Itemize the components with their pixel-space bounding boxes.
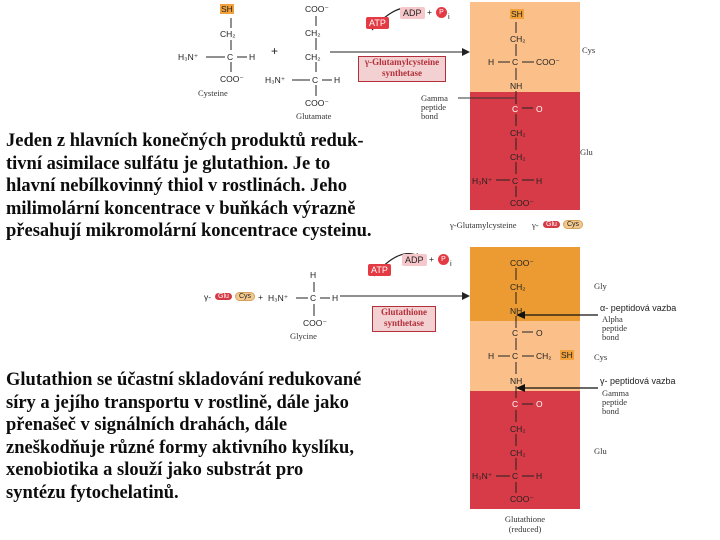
cysteine-coo: COO⁻ bbox=[220, 74, 244, 84]
p1-c: C bbox=[512, 57, 519, 67]
glutamate-h3n: H₃N⁺ bbox=[265, 75, 286, 85]
reaction2-pi-sub: i bbox=[450, 259, 452, 268]
reaction1-arrowhead bbox=[462, 48, 470, 56]
glycine-h3n: H₃N⁺ bbox=[268, 293, 289, 303]
glycine-h: H bbox=[332, 293, 339, 303]
reaction2-arrowhead bbox=[462, 292, 470, 300]
p2-ch2-sh: CH₂ bbox=[536, 351, 552, 361]
reaction2-plus2: + bbox=[429, 254, 434, 264]
reaction1-adp: ADP bbox=[400, 7, 425, 19]
cysteine-h3n: H₃N⁺ bbox=[178, 52, 199, 62]
p1-nh: NH bbox=[510, 81, 523, 91]
p2-gamma-bond-label: Gamma peptide bond bbox=[602, 388, 629, 416]
p2-cys-label: Cys bbox=[594, 352, 608, 362]
p2-line: syntézu fytochelatinů. bbox=[6, 482, 179, 503]
reaction1-plus: + bbox=[271, 44, 279, 58]
p1-cys-pill: Cys bbox=[563, 220, 583, 229]
glycine-c: C bbox=[310, 293, 317, 303]
p1-glu-pill: Glu bbox=[543, 221, 560, 228]
p2-name: Glutathione (reduced) bbox=[504, 514, 546, 534]
p1-coo2: COO⁻ bbox=[510, 198, 534, 208]
p2-h3n: H₃N⁺ bbox=[472, 471, 493, 481]
glutathione-synthetase: Glutathione synthetase bbox=[372, 306, 436, 332]
alpha-bond-annotation: α- peptidová vazba bbox=[600, 303, 677, 313]
p1-cys-label: Cys bbox=[582, 45, 596, 55]
p2-h4: H bbox=[536, 471, 543, 481]
glycine-name: Glycine bbox=[290, 331, 317, 341]
p2-nh: NH bbox=[510, 306, 523, 316]
p1-ch2a: CH₂ bbox=[510, 128, 526, 138]
p1-line: přesahují mikromolární koncentrace cysteinu. bbox=[6, 221, 372, 241]
reaction2-adp: ADP bbox=[402, 254, 427, 266]
p2-ch2: CH₂ bbox=[510, 282, 526, 292]
p1-h2: H bbox=[536, 176, 543, 186]
p2-c3: C bbox=[512, 399, 519, 409]
gamma-bond-annotation: γ- peptidová vazba bbox=[600, 376, 676, 386]
p2-o: O bbox=[536, 328, 543, 338]
reaction2-atp: ATP bbox=[368, 264, 391, 276]
glutamate-h: H bbox=[334, 75, 341, 85]
cysteine-ch2: CH₂ bbox=[220, 29, 236, 39]
glutamate-c: C bbox=[312, 75, 319, 85]
p1-coo: COO⁻ bbox=[536, 57, 560, 67]
r2-plus: + bbox=[258, 292, 263, 302]
p2-o3: O bbox=[536, 399, 543, 409]
p1-name: γ-Glutamylcysteine bbox=[450, 220, 517, 230]
p2-coo-top: COO⁻ bbox=[510, 258, 534, 268]
p1-sh: SH bbox=[511, 9, 523, 19]
p1-co-o: O bbox=[536, 104, 543, 114]
p1-name-prefix: γ- bbox=[532, 220, 539, 230]
p1-ch2: CH₂ bbox=[510, 34, 526, 44]
p2-ch2b: CH₂ bbox=[510, 448, 526, 458]
paragraph-2 bbox=[6, 369, 466, 504]
reaction2-phosphate: P bbox=[438, 254, 449, 265]
p1-line: milimolární koncentrace v buňkách výrazně bbox=[6, 198, 356, 219]
glutamate-ch2a: CH₂ bbox=[305, 28, 321, 38]
r2-cys-pill: Cys bbox=[235, 292, 255, 301]
p1-gamma-bond-label: Gamma peptide bond bbox=[421, 93, 448, 121]
cysteine-sh: SH bbox=[221, 4, 233, 14]
p2-gly-label: Gly bbox=[594, 281, 607, 291]
glutamate-coo-top: COO⁻ bbox=[305, 4, 329, 14]
p2-h: H bbox=[488, 351, 495, 361]
product1-cys-block bbox=[470, 2, 580, 92]
p2-sh: SH bbox=[561, 350, 573, 360]
cysteine-h: H bbox=[249, 52, 256, 62]
glycine-coo: COO⁻ bbox=[303, 318, 327, 328]
p1-ch2b: CH₂ bbox=[510, 152, 526, 162]
p2-nh2: NH bbox=[510, 376, 523, 386]
p2-line: přenašeč v signálních drahách, dále bbox=[6, 415, 288, 435]
p2-coo-bot: COO⁻ bbox=[510, 494, 534, 504]
product1-glu-block bbox=[470, 92, 580, 210]
reaction1-pi-sub: i bbox=[448, 12, 450, 21]
reaction1-plus2: + bbox=[427, 7, 432, 17]
reaction1-atp: ATP bbox=[366, 17, 389, 29]
glutamate-ch2b: CH₂ bbox=[305, 52, 321, 62]
p1-line: hlavní nebílkovinný thiol v rostlinách. Jeho bbox=[6, 176, 347, 196]
p1-h3n: H₃N⁺ bbox=[472, 176, 493, 186]
r2-gamma: γ- bbox=[204, 292, 212, 302]
r2-glu-pill: Glu bbox=[215, 293, 232, 300]
cysteine-c: C bbox=[227, 52, 234, 62]
p2-c-mid: C bbox=[512, 351, 519, 361]
p1-glu-label: Glu bbox=[580, 147, 593, 157]
p2-line: síry a jejího transportu v rostlině, dále jako bbox=[6, 392, 349, 413]
cysteine-name: Cysteine bbox=[198, 88, 228, 98]
paragraph-1 bbox=[6, 130, 466, 243]
p2-alpha-bond-label: Alpha peptide bond bbox=[602, 314, 628, 342]
p2-line: zneškodňuje různé formy aktivního kyslíku, bbox=[6, 437, 354, 458]
glutamate-name: Glutamate bbox=[296, 111, 332, 121]
p2-glu-label: Glu bbox=[594, 446, 607, 456]
glycine-h-top: H bbox=[310, 270, 317, 280]
p1-line: tivní asimilace sulfátu je glutathion. Je to bbox=[6, 153, 331, 174]
glutamate-coo: COO⁻ bbox=[305, 98, 329, 108]
p2-ch2a: CH₂ bbox=[510, 424, 526, 434]
p2-line: xenobiotika a slouží jako substrát pro bbox=[6, 460, 304, 480]
p1-line: Jeden z hlavních konečných produktů reduk- bbox=[6, 131, 364, 151]
p2-c: C bbox=[512, 328, 519, 338]
p1-h: H bbox=[488, 57, 495, 67]
p2-line: Glutathion se účastní skladování redukované bbox=[6, 370, 362, 390]
gamma-glutamylcysteine-synthetase: γ-Glutamylcysteine synthetase bbox=[358, 56, 446, 82]
reaction1-phosphate: P bbox=[436, 7, 447, 18]
p1-c2: C bbox=[512, 176, 519, 186]
p2-c4: C bbox=[512, 471, 519, 481]
p1-co-c: C bbox=[512, 104, 519, 114]
